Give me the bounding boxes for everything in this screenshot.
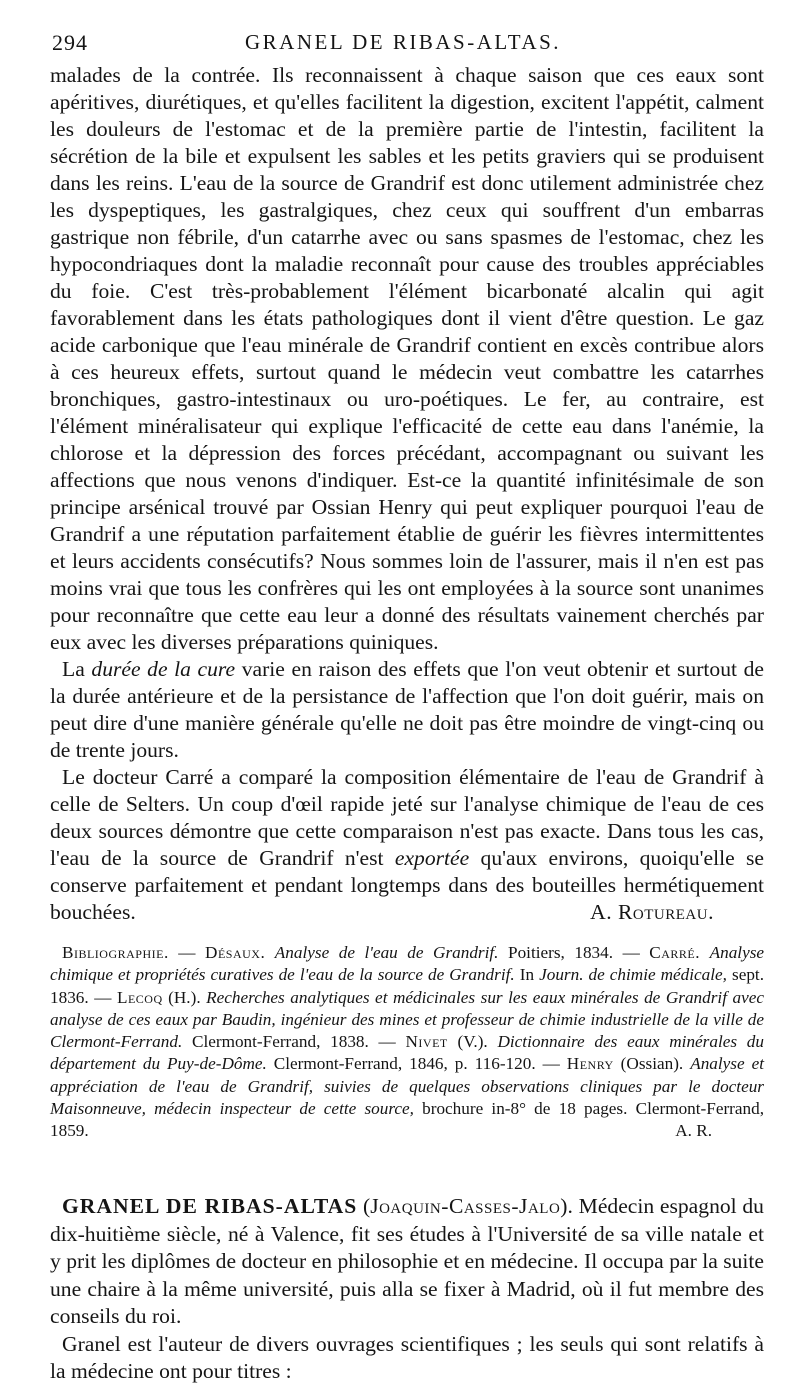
text-run: Le docteur Carré a comparé la composition élémentaire de l'eau de Grandrif à celle de Selters. Un coup d'œil rapide jeté sur l'analyse chimique de l'eau de ces deux sources démontre que cette comparaison n'est pas exacte. Dans tous les cas, l'eau de la source de Grandrif n'est <box>50 765 764 870</box>
ref-title: Analyse et appréciation de l'eau de Grandrif, suivies de quelques observations cliniques par le docteur Maisonneuve, médecin inspecteur de cette source, <box>50 1054 764 1119</box>
ref-title: Analyse de l'eau de Grandrif. <box>274 943 499 962</box>
italic-term: exportée <box>394 846 470 870</box>
running-head: GRANEL DE RIBAS-ALTAS. <box>244 30 562 54</box>
ref-details: sept. 1836. — <box>50 965 764 1007</box>
text-run: ). <box>560 1194 579 1218</box>
ref-initial: (H.). <box>162 987 207 1007</box>
paragraph-duree-cure <box>50 656 764 764</box>
page-header <box>46 30 760 60</box>
ref-author: Henry <box>566 1054 614 1074</box>
bibliography <box>50 942 764 1143</box>
ref-details: brochure in-8° de 18 pages. Clermont-Ferrand, 1859. <box>50 1099 765 1141</box>
entry-paragraph-works: Granel est l'auteur de divers ouvrages scientifiques ; les seuls qui sont relatifs à la médecine ont pour titres : <box>50 1331 764 1383</box>
ref-title: Dictionnaire des eaux minérales du département du Puy-de-Dôme. <box>50 1032 764 1074</box>
bibliography-label: Bibliographie. <box>62 943 169 962</box>
text-run: Médecin espagnol du dix-huitième siècle, né à Valence, fit ses études à l'Université de sa ville natale et y prit les diplômes de docteur en philosophie et en médecine. Il occupa par la suite une chaire à la même université, puis alla se fixer à Madrid, où il fut membre des conseils du roi. <box>50 1194 764 1328</box>
ref-author: Carré. <box>649 943 701 962</box>
italic-term: durée de la cure <box>91 657 236 681</box>
ref-details: Poitiers, 1834. — <box>498 943 650 962</box>
ref-title: Recherches analytiques et médicinales sur les eaux minérales de Grandrif avec analyse de ces eaux par Baudin, ingénieur des mines et professeur de chimie industrielle de la ville de Clermont-Ferrand. <box>50 987 764 1052</box>
ref-initial: (V.). <box>447 1032 498 1052</box>
ref-author: Nivet <box>405 1032 448 1052</box>
paragraph-indications: malades de la contrée. Ils reconnaissent à chaque saison que ces eaux sont apéritives, diurétiques, et qu'elles facilitent la digestion, excitent l'appétit, calment les douleurs de l'estomac et de la première partie de l'intestin, facilitent la sécrétion de la bile et expulsent les sables et les petits graviers qui se produisent dans les reins. L'eau de la source de Grandrif est donc utilement administrée chez les dyspeptiques, les gastralgiques, chez ceux qui souffrent d'un embarras gastrique non fébrile, d'un catarrhe avec ou sans spasmes de l'estomac, chez les hypocondriaques dont la maladie reconnaît pour cause des troubles appréciables du foie. C'est très-probablement l'élément bicarbonaté alcalin qui agit favorablement dans les états pathologiques dont il vient d'être question. Le gaz acide carbonique que l'eau minérale de Grandrif contient en excès contribue alors à ces heureux effets, surtout quand le médecin veut combattre les catarrhes bronchiques, gastro-intestinaux ou uro-poétiques. Le fer, au contraire, est l'élément minéralisateur qui explique l'efficacité de cette eau dans l'anémie, la chlorose et la dépression des forces précédant, accompagnant ou suivant les affections que nous venons d'indiquer. Est-ce la quantité infinitésimale de son principe arsénical trouvé par Ossian Henry qui peut expliquer pourquoi l'eau de Grandrif a une réputation parfaitement établie de guérir les fièvres intermittentes et leurs accidents consécutifs? Nous sommes loin de l'assurer, mais il n'en est pas moins vrai que tous les confrères qui les ont employées à la source sont unanimes pour reconnaître que cette eau leur a donné des résultats vainement cherchés par eux avec les diverses préparations quiniques. <box>50 63 764 654</box>
bibliography-signature: A. R. <box>675 1121 712 1141</box>
text-run: La <box>62 657 92 681</box>
article-body <box>50 62 764 926</box>
ref-title: Analyse chimique et propriétés curatives de l'eau de la source de Grandrif. <box>50 943 765 985</box>
ref-details: Clermont-Ferrand, 1846, p. 116-120. — <box>266 1054 567 1074</box>
author-signature: A. Rotureau. <box>590 900 714 924</box>
ref-journal: Journ. de chimie médicale, <box>539 965 727 985</box>
ref-details: In <box>514 965 540 985</box>
entry-person-name: Joaquin-Casses-Jalo <box>370 1194 561 1218</box>
ref-author: Désaux. <box>205 943 266 962</box>
entry-granel <box>50 1193 764 1386</box>
entry-paragraph-biography <box>50 1193 764 1331</box>
text-run: ( <box>357 1194 371 1218</box>
ref-author: Lecoq <box>116 987 163 1007</box>
ref-initial: (Ossian). <box>613 1054 691 1074</box>
bibliography-text: Bibliographie. — Désaux. Analyse de l'eau de Grandrif. Poitiers, 1834. — Carré. Analyse chimique et propriétés curatives de l'eau de la source de Grandrif. In Journ. de chimie médicale, sept. 1836. — Lecoq (H.). Recherches analytiques et médicinales sur les eaux minérales de Grandrif avec analyse de ces eaux par Baudin, ingénieur des mines et professeur de chimie industrielle de la ville de Clermont-Ferrand. Clermont-Ferrand, 1838. — Nivet (V.). Dictionnaire des eaux minérales du département du Puy-de-Dôme. Clermont-Ferrand, 1846, p. 116-120. — Henry (Ossian). Analyse et appréciation de l'eau de Grandrif, suivies de quelques observations cliniques par le docteur Maisonneuve, médecin inspecteur de cette source, brochure in-8° de 18 pages. Clermont-Ferrand, 1859. <box>50 943 765 1141</box>
ref-details: Clermont-Ferrand, 1838. — <box>182 1032 406 1052</box>
page-number: 294 <box>52 30 88 55</box>
entry-headword: GRANEL DE RIBAS-ALTAS <box>62 1194 358 1218</box>
text-run: varie en raison des effets que l'on veut obtenir et surtout de la durée antérieure et de la persistance de l'affection que l'on doit guérir, mais on peut dire d'une manière générale qu'elle ne doit pas être moindre de vingt-cinq ou de trente jours. <box>50 657 764 762</box>
text-run: qu'aux environs, quoiqu'elle se conserve parfaitement et pendant longtemps dans des bouteilles hermétiquement bouchées. <box>50 846 764 924</box>
